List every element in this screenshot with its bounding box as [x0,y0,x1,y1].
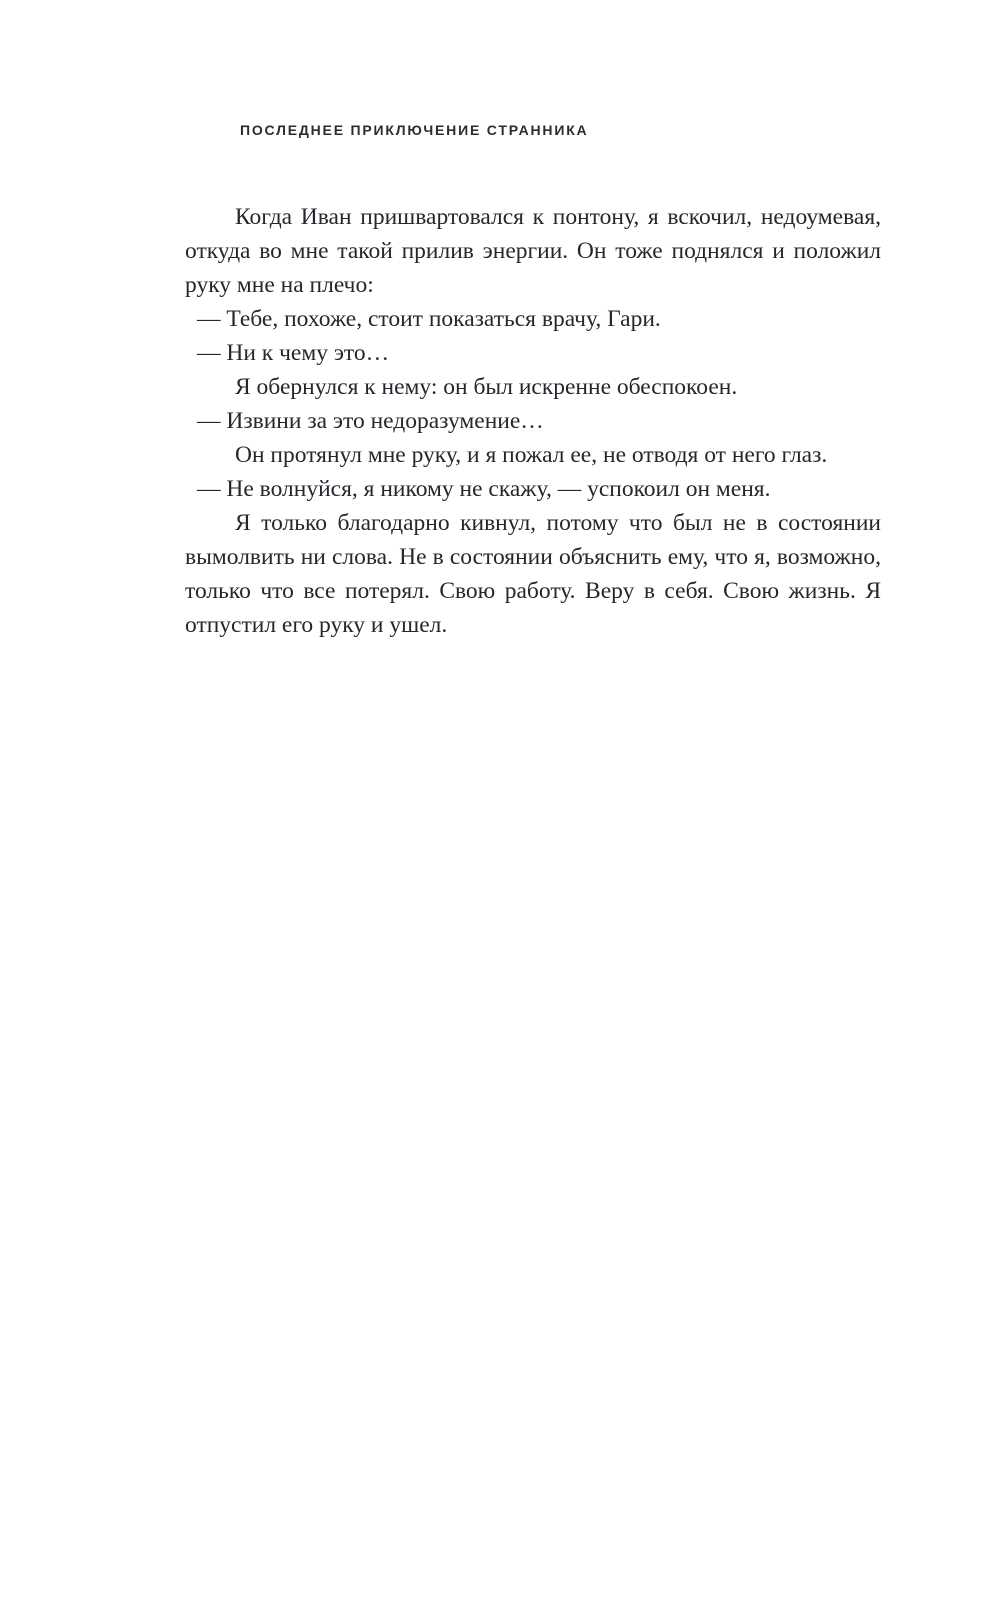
paragraph: Он протянул мне руку, и я пожал ее, не отводя от него глаз. [235,442,828,468]
body-text [185,200,881,642]
paragraph-dialogue: — Тебе, похоже, стоит показаться врачу, Гари. [197,306,661,332]
paragraph-dialogue: — Извини за это недоразумение… [197,408,544,434]
paragraph: Я только благодарно кивнул, потому что был не в состоянии вымолвить ни слова. Не в состоянии объяснить ему, что я, возможно, только что все потерял. Свою работу. Веру в себя. Свою жизнь. Я отпустил его руку и ушел. [185,510,881,638]
paragraph-dialogue: — Не волнуйся, я никому не скажу, — успокоил он меня. [197,476,771,502]
paragraph: Когда Иван пришвартовался к понтону, я вскочил, недоумевая, откуда во мне такой прилив энергии. Он тоже поднялся и положил руку мне на плечо: [185,204,881,298]
paragraph: Я обернулся к нему: он был искренне обеспокоен. [235,374,738,400]
paragraph-dialogue: — Ни к чему это… [197,340,390,366]
running-header: ПОСЛЕДНЕЕ ПРИКЛЮЧЕНИЕ СТРАННИКА [240,122,589,138]
